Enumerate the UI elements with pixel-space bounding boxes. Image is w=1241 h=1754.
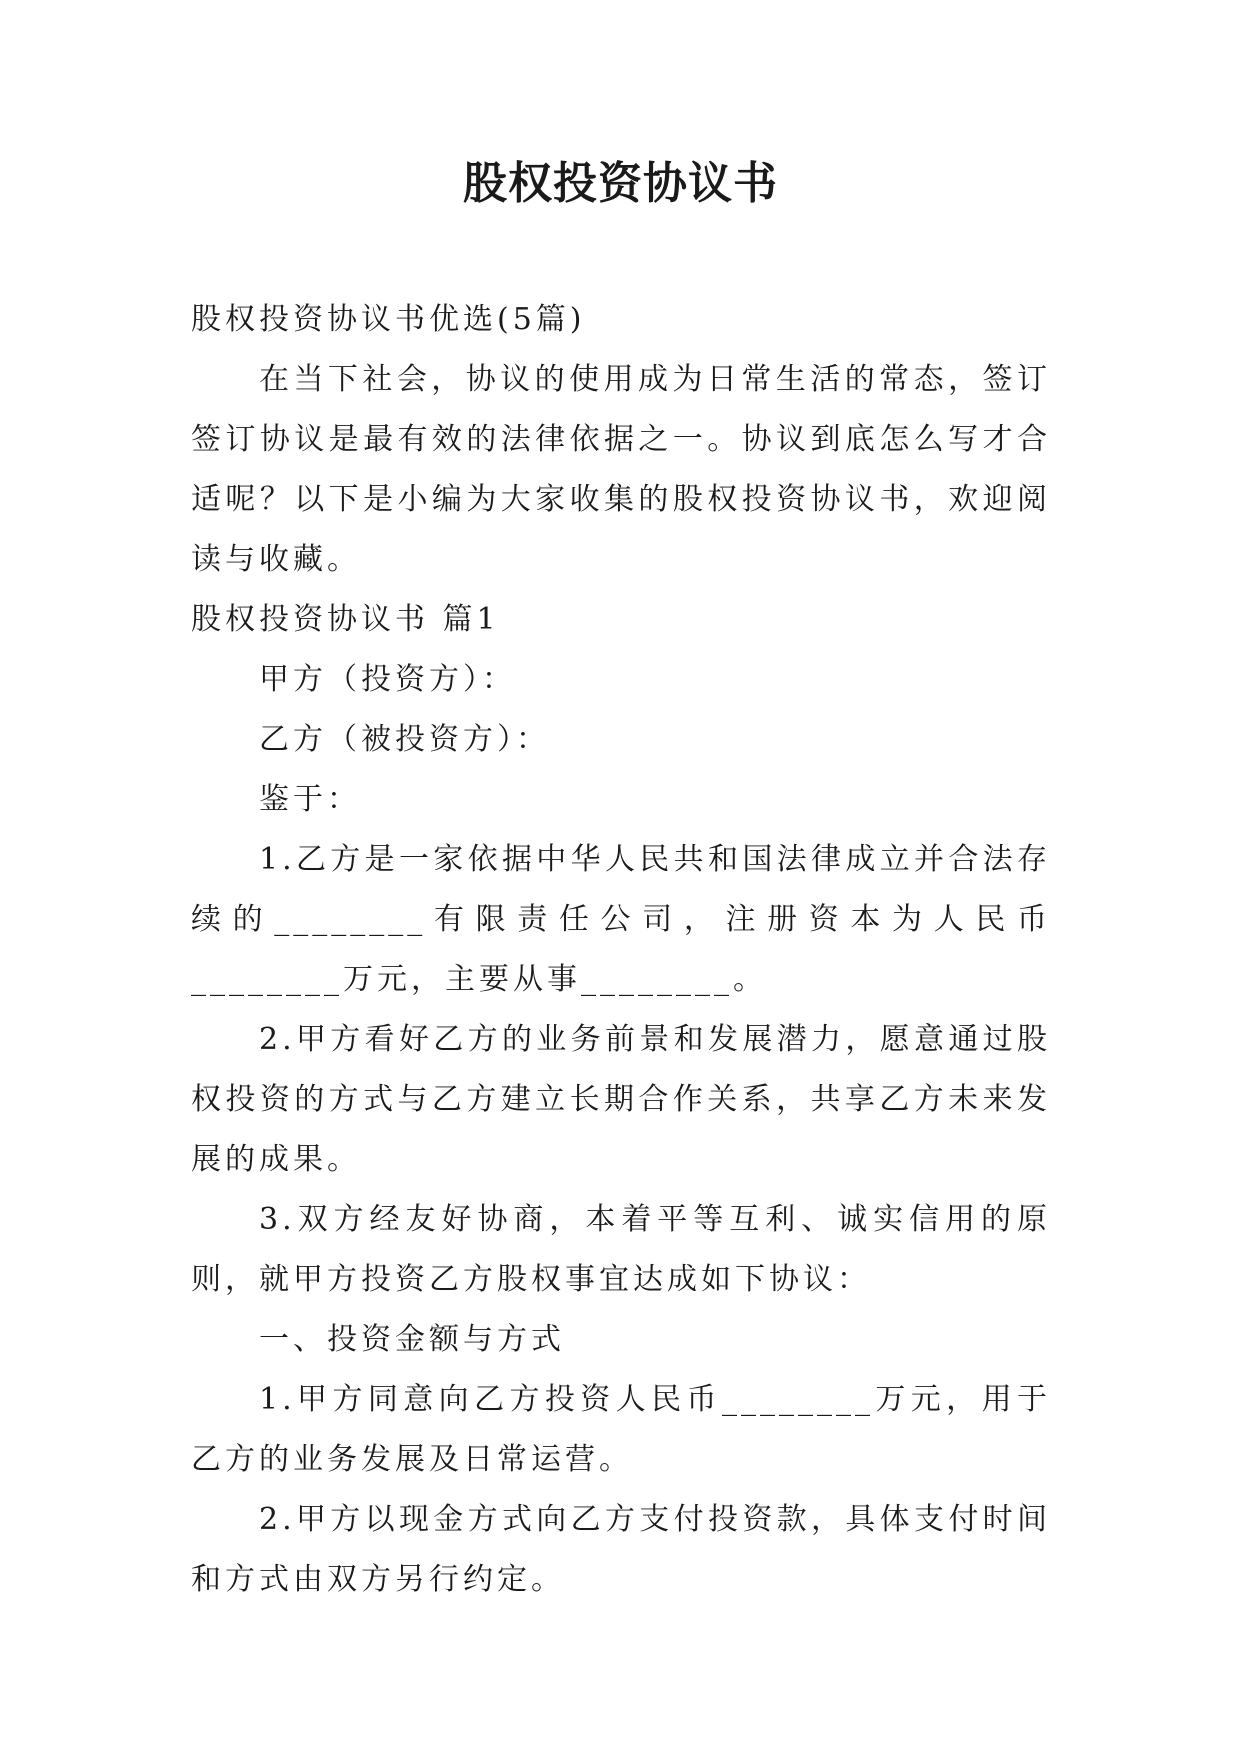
- recital-1: 1.乙方是一家依据中华人民共和国法律成立并合法存续的________有限责任公司，注册资本为人民币________万元，主要从事________。: [191, 842, 1051, 997]
- party-a-line: 甲方（投资方）：: [259, 662, 516, 697]
- recital-2: 2.甲方看好乙方的业务前景和发展潜力，愿意通过股权投资的方式与乙方建立长期合作关系，共享乙方未来发展的成果。: [191, 1022, 1051, 1177]
- subtitle-line: 股权投资协议书优选(5篇): [191, 302, 586, 337]
- recital-3: 3.双方经友好协商，本着平等互利、诚实信用的原则，就甲方投资乙方股权事宜达成如下协议：: [191, 1202, 1051, 1297]
- intro-paragraph: 在当下社会，协议的使用成为日常生活的常态，签订签订协议是最有效的法律依据之一。协议到底怎么写才合适呢？以下是小编为大家收集的股权投资协议书，欢迎阅读与收藏。: [191, 362, 1051, 577]
- document-body: [191, 290, 1051, 1610]
- whereas-line: 鉴于：: [259, 782, 361, 817]
- clause-1: 1.甲方同意向乙方投资人民币________万元，用于乙方的业务发展及日常运营。: [191, 1382, 1051, 1477]
- document-title: 股权投资协议书: [463, 158, 778, 209]
- article-heading: 一、投资金额与方式: [259, 1322, 565, 1357]
- clause-2: 2.甲方以现金方式向乙方支付投资款，具体支付时间和方式由双方另行约定。: [191, 1502, 1051, 1597]
- section-heading: 股权投资协议书 篇1: [191, 602, 500, 637]
- party-b-line: 乙方（被投资方）：: [259, 722, 550, 757]
